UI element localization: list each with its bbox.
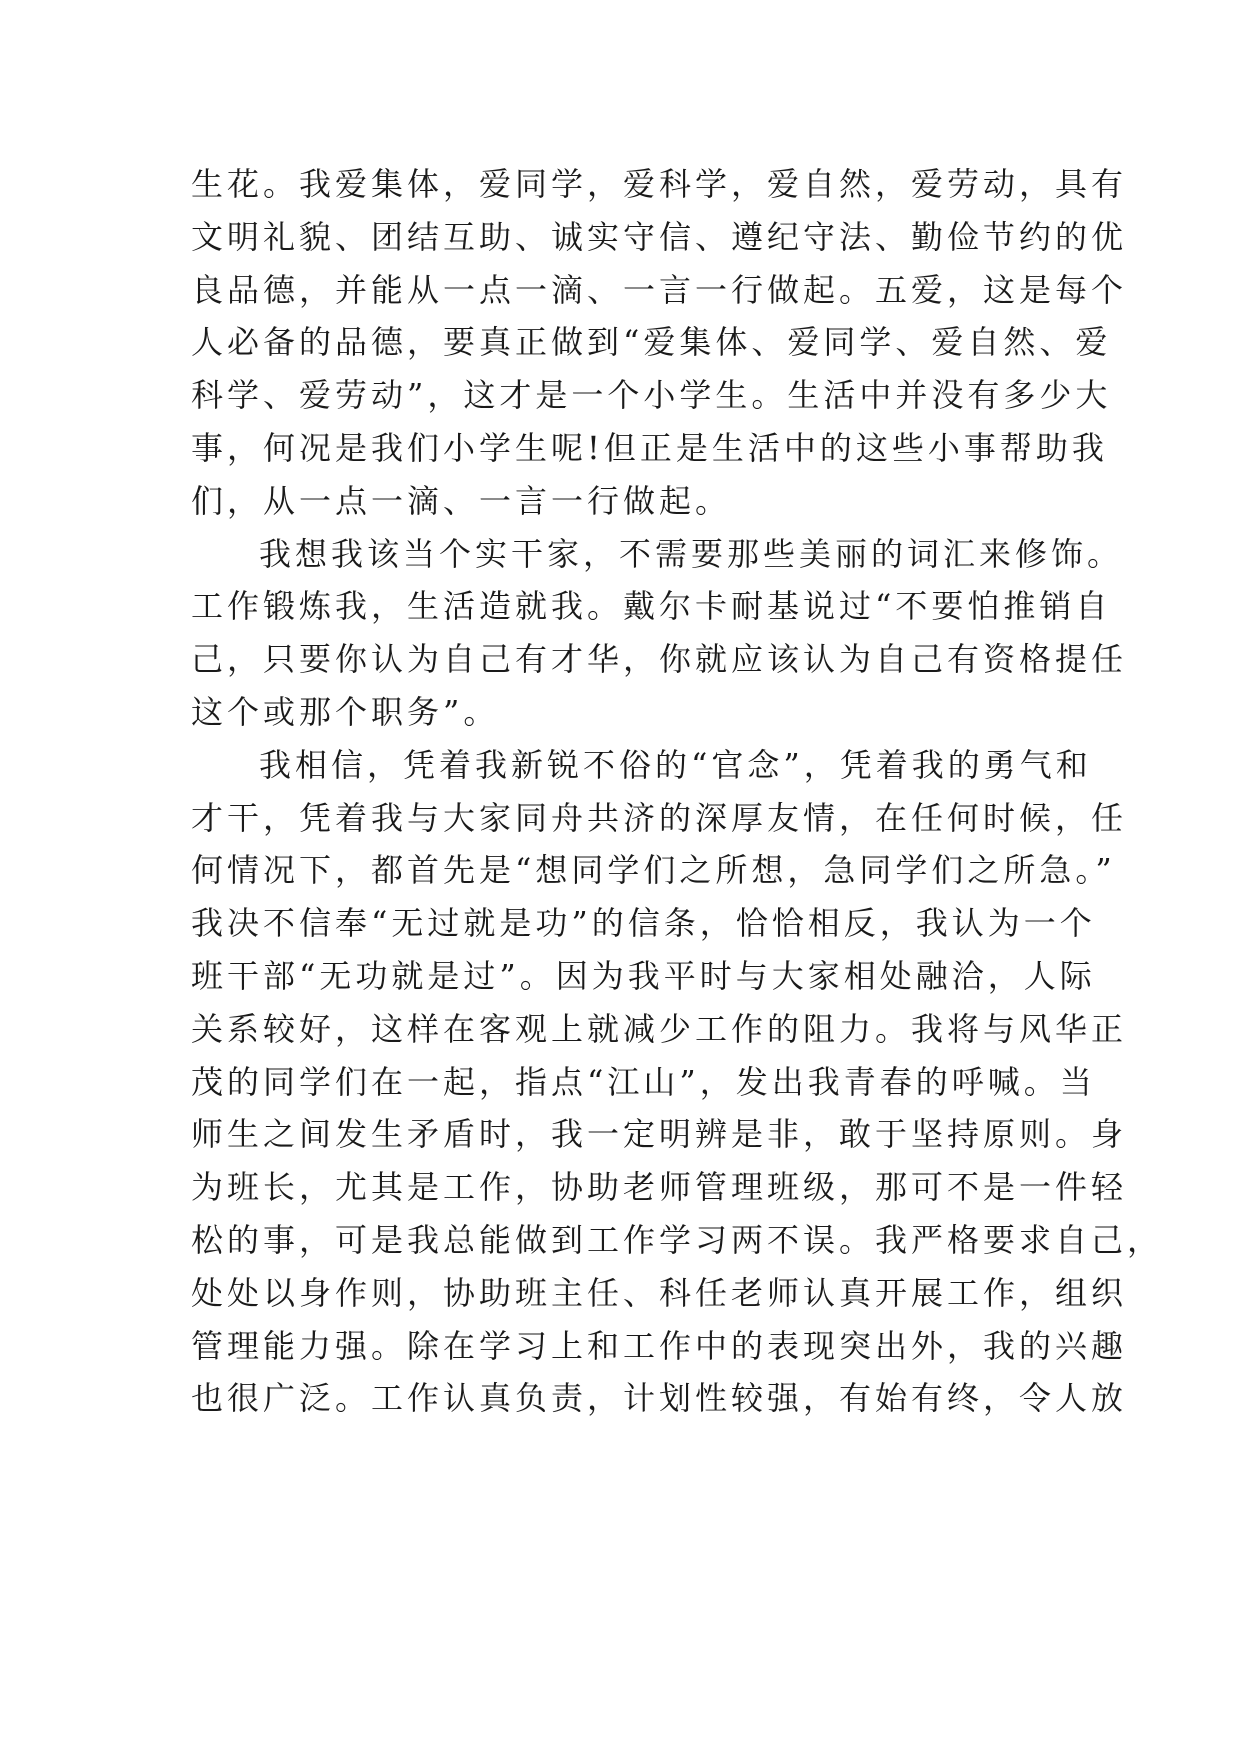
- text-line: 管理能力强。除在学习上和工作中的表现突出外，我的兴趣: [191, 1326, 1128, 1365]
- text-line: 们，从一点一滴、一言一行做起。: [191, 481, 732, 520]
- text-line: 松的事，可是我总能做到工作学习两不误。我严格要求自己，: [191, 1220, 1164, 1259]
- text-line: 班干部“无功就是过”。因为我平时与大家相处融洽，人际: [191, 956, 1096, 995]
- text-line: 也很广泛。工作认真负责，计划性较强，有始有终，令人放: [191, 1379, 1128, 1418]
- text-line: 关系较好，这样在客观上就减少工作的阻力。我将与风华正: [191, 1009, 1128, 1048]
- text-line: 我想我该当个实干家，不需要那些美丽的词汇来修饰。: [259, 534, 1124, 573]
- text-line: 人必备的品德，要真正做到“爱集体、爱同学、爱自然、爱: [191, 323, 1112, 362]
- text-line: 才干，凭着我与大家同舟共济的深厚友情，在任何时候，任: [191, 798, 1128, 837]
- text-line: 这个或那个职务”。: [191, 692, 500, 731]
- text-line: 我相信，凭着我新锐不俗的“官念”，凭着我的勇气和: [259, 745, 1092, 784]
- text-line: 为班长，尤其是工作，协助老师管理班级，那可不是一件轻: [191, 1168, 1128, 1207]
- text-line: 工作锻炼我，生活造就我。戴尔卡耐基说过“不要怕推销自: [191, 587, 1112, 626]
- text-line: 师生之间发生矛盾时，我一定明辨是非，敢于坚持原则。身: [191, 1115, 1128, 1154]
- text-line: 生花。我爱集体，爱同学，爱科学，爱自然，爱劳动，具有: [191, 165, 1128, 203]
- text-line: 科学、爱劳动”，这才是一个小学生。生活中并没有多少大: [191, 376, 1112, 415]
- text-line: 何情况下，都首先是“想同学们之所想，急同学们之所急。”: [191, 851, 1116, 890]
- body-text: [191, 158, 1164, 1425]
- text-line: 我决不信奉“无过就是功”的信条，恰恰相反，我认为一个: [191, 904, 1096, 943]
- text-line: 处处以身作则，协助班主任、科任老师认真开展工作，组织: [191, 1273, 1128, 1312]
- text-line: 茂的同学们在一起，指点“江山”，发出我青春的呼喊。当: [191, 1062, 1096, 1101]
- text-line: 文明礼貌、团结互助、诚实守信、遵纪守法、勤俭节约的优: [191, 217, 1128, 256]
- text-line: 己，只要你认为自己有才华，你就应该认为自己有资格提任: [191, 640, 1128, 679]
- text-line: 良品德，并能从一点一滴、一言一行做起。五爱，这是每个: [191, 270, 1128, 309]
- text-line: 事，何况是我们小学生呢!但正是生活中的这些小事帮助我: [191, 428, 1108, 467]
